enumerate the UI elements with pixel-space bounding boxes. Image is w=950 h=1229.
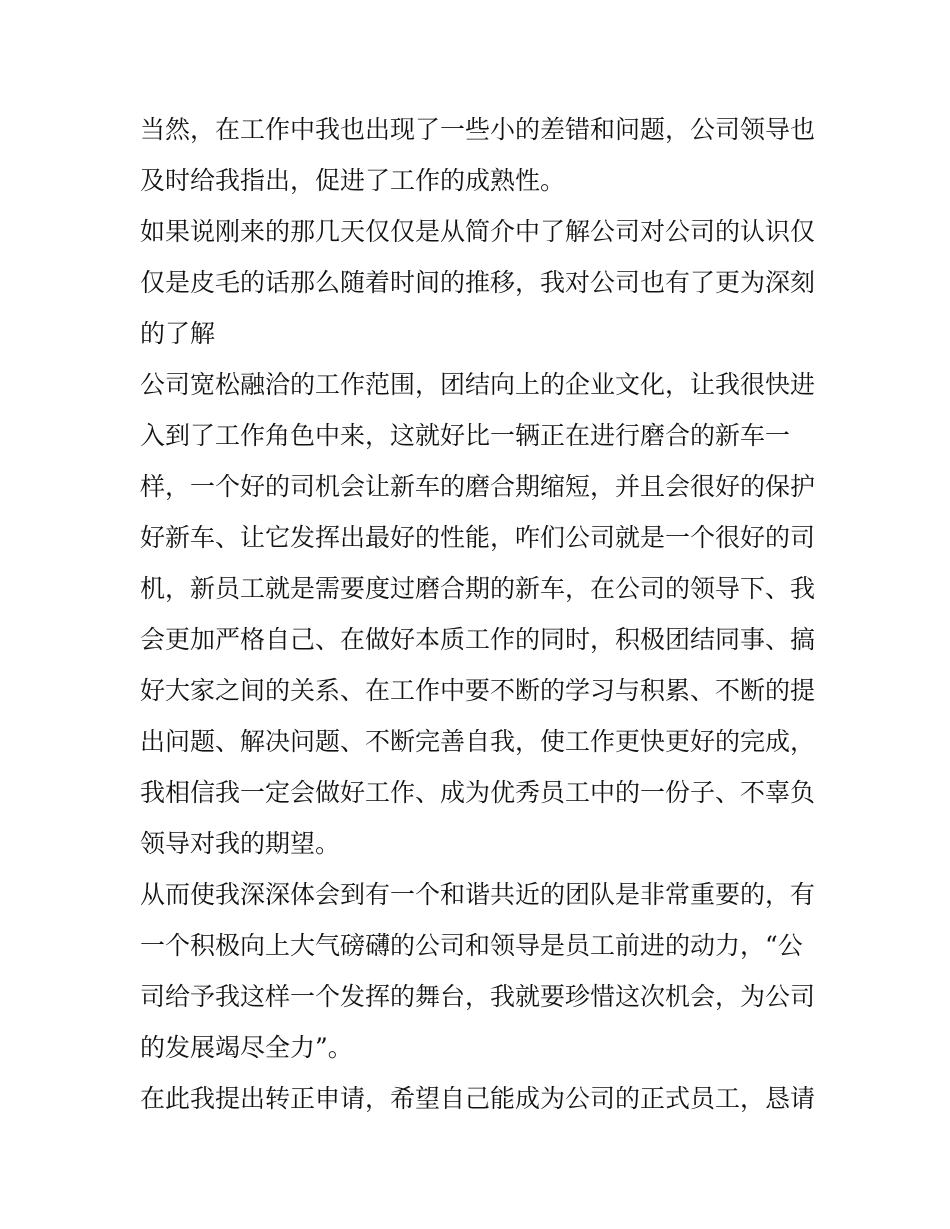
text-line: 如果说刚来的那几天仅仅是从简介中了解公司对公司的认识仅: [140, 217, 816, 246]
paragraph-5: [140, 1073, 815, 1124]
text-line: 样，一个好的司机会让新车的磨合期缩短，并且会很好的保护: [140, 472, 816, 501]
paragraph-4: [140, 869, 815, 1073]
paragraph-2: [140, 206, 815, 359]
text-line: 入到了工作角色中来，这就好比一辆正在进行磨合的新车一: [140, 421, 791, 450]
text-line: 及时给我指出，促进了工作的成熟性。: [140, 166, 566, 195]
text-line: 公司宽松融洽的工作范围，团结向上的企业文化，让我很快进: [140, 370, 816, 399]
text-line: 机，新员工就是需要度过磨合期的新车，在公司的领导下、我: [140, 574, 816, 603]
text-line: 好大家之间的关系、在工作中要不断的学习与积累、不断的提: [140, 676, 816, 705]
text-line: 出问题、解决问题、不断完善自我，使工作更快更好的完成，: [140, 727, 816, 756]
paragraph-1: [140, 104, 815, 206]
text-line: 领导对我的期望。: [140, 829, 341, 858]
text-line: 在此我提出转正申请，希望自己能成为公司的正式员工，恳请: [140, 1084, 816, 1113]
text-line: 当然，在工作中我也出现了一些小的差错和问题，公司领导也: [140, 115, 816, 144]
text-line: 好新车、让它发挥出最好的性能，咋们公司就是一个很好的司: [140, 523, 816, 552]
text-line: 会更加严格自己、在做好本质工作的同时，积极团结同事、搞: [140, 625, 816, 654]
document-body: [140, 104, 815, 1124]
text-line: 我相信我一定会做好工作、成为优秀员工中的一份子、不辜负: [140, 778, 816, 807]
text-line: 司给予我这样一个发挥的舞台，我就要珍惜这次机会，为公司: [140, 982, 816, 1011]
text-line: 的发展竭尽全力”。: [140, 1033, 353, 1062]
paragraph-3: [140, 359, 815, 869]
text-line: 从而使我深深体会到有一个和谐共近的团队是非常重要的，有: [140, 880, 816, 909]
text-line: 仅是皮毛的话那么随着时间的推移，我对公司也有了更为深刻: [140, 268, 816, 297]
text-line: 的了解: [140, 319, 216, 348]
text-line: 一个积极向上大气磅礴的公司和领导是员工前进的动力，“公: [140, 931, 803, 960]
